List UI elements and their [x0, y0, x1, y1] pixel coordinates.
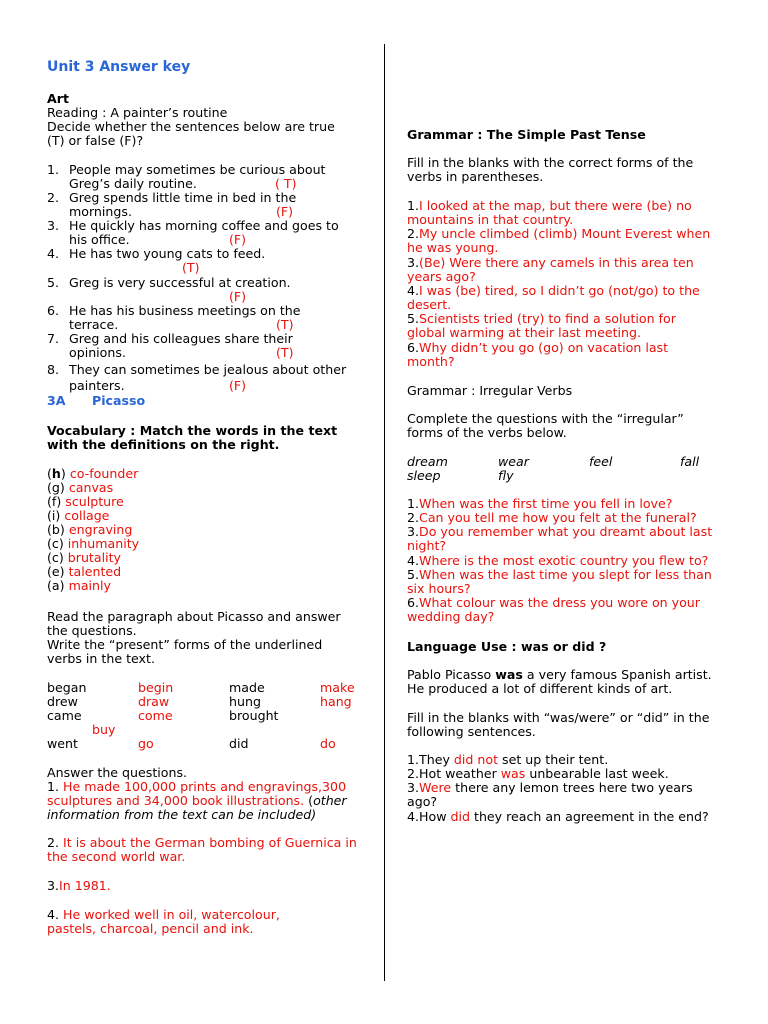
verb-row: buy — [92, 722, 116, 737]
vocab-item: (c) brutality — [47, 550, 121, 565]
art-heading: Art — [47, 91, 69, 106]
read-instruction: Read the paragraph about Picasso and answer the questions. — [47, 609, 341, 638]
language-use-item: 3.Were there any lemon trees here two years ago? — [407, 780, 693, 809]
vocab-list — [47, 467, 377, 593]
language-use-item: 4.How did they reach an agreement in the end? — [407, 809, 709, 824]
verb-row: drew draw hung hang — [47, 694, 352, 709]
vocab-item: (h) co-founder — [47, 466, 139, 481]
vocab-heading: Vocabulary : Match the words in the text with the definitions on the right. — [47, 423, 338, 452]
vocab-item: (c) inhumanity — [47, 536, 140, 551]
tf-mark: (F) — [229, 289, 247, 304]
tf-mark: (T) — [276, 345, 294, 360]
tf-instruction: Decide whether the sentences below are true (T) or false (F)? — [47, 119, 335, 148]
answer-3: 3.In 1981. — [47, 878, 111, 893]
verb-row: came come brought — [47, 708, 279, 723]
irregular-verbs-row: dream wear feel fall — [407, 454, 700, 469]
verb-row: went go did do — [47, 736, 336, 751]
tf-mark: (T) — [276, 317, 294, 332]
picasso-paragraph: Pablo Picasso was a very famous Spanish artist. He produced a lot of different kinds of art. — [407, 667, 712, 696]
answer-key-page: Unit 3 Answer key Art Reading : A painter’s routine Decide whether the sentences below are true (T) or false (F)? 1. People may sometimes be curious about Greg’s daily routine. ( T) 2. Greg spends little time in bed in the mornings. (F) 3. He quickly has morning coffee and goes to his office. (F) 4. He has two young cats to feed. (T) 5. Greg is very successful at creation. (F) 6. He has his business meetings on the terrace. (T) 7. Greg and his colleagues share their opinions. (T) 8. They can sometimes be jealous about other painters. (F) 3A Picasso Vocabulary : Match the words in the text with the definitions on the right. (h) co-founder (g) canvas (f) sculpture (i) collage (b) engraving (c) inhumanity (c) brutality (e) talented (a) mainly Read the paragraph about Picasso and answer the questions. Write the “present” forms of the underlined verbs in the text. began begin made make drew draw hung hang came come brought buy went go did do Answer the questions. 1. He made 100,000 prints and engravings,300 sculptures and 34,000 book illustrations. (other information from the text can be included) 2. It is about the German bombing of Guernica in the second world war. 3.In 1981. 4. He worked well in oil, watercolour, pastels, charcoal, pencil and ink. Grammar : The Simple Past Tense Fill in the blanks with the correct forms of the verbs in parentheses. 1.I looked at the map, but there were (be) no mountains in that country. 2.My uncle climbed (climb) Mount Everest when he was young. 3.(Be) Were there any camels in this area ten years ago? 4.I was (be) tired, so I didn’t go (not/go) to the desert. 5.Scientists tried (try) to find a solution for global warming at their last meeting. 6.Why didn’t you go (go) on vacation last month? Grammar : Irregular Verbs Complete the questions with the “irregular” forms of the verbs below. dream wear feel fall sleep fly 1.When was the first time you fell in love? 2.Can you tell me how you felt at the funeral? 3.Do you remember what you dreamt about last night? 4.Where is the most exotic country you flew to? 5.When was the last time you slept for less than six hours? 6.What colour was the dress you wore on your wedding day? Language Use : was or did ? Pablo Picasso was a very famous Spanish artist. He produced a lot of different kinds of art. Fill in the blanks with “was/were” or “did” in the following sentences. 1.They did not set up their tent. 2.Hot weather was unbearable last week. 3.Were there any lemon trees here two years ago? 4.How did they reach an agreement in the end? — [0, 0, 768, 1024]
language-use-instruction: Fill in the blanks with “was/were” or “did” in the following sentences. — [407, 710, 710, 739]
tf-mark: (T) — [182, 260, 200, 275]
past-item: 5.Scientists tried (try) to find a solution for global warming at their last meeting. — [407, 311, 676, 340]
tf-mark: (F) — [229, 378, 247, 393]
write-instruction: Write the “present” forms of the underlined verbs in the text. — [47, 637, 323, 666]
answer-heading: Answer the questions. — [47, 765, 188, 780]
irregular-item: 5.When was the last time you slept for less than six hours? — [407, 567, 712, 596]
irregular-item: 1.When was the first time you fell in love? — [407, 496, 673, 511]
vocab-item: (b) engraving — [47, 522, 133, 537]
past-item: 3.(Be) Were there any camels in this area ten years ago? — [407, 255, 694, 284]
past-item: 6.Why didn’t you go (go) on vacation last month? — [407, 340, 669, 369]
past-item: 2.My uncle climbed (climb) Mount Everest when he was young. — [407, 226, 711, 255]
vocab-item: (e) talented — [47, 564, 122, 579]
past-item: 1.I looked at the map, but there were (be) no mountains in that country. — [407, 198, 692, 227]
vocab-item: (f) sculpture — [47, 494, 124, 509]
reading-title: Reading : A painter’s routine — [47, 105, 228, 120]
past-item: 4.I was (be) tired, so I didn’t go (not/go) to the desert. — [407, 283, 700, 312]
vocab-item: (g) canvas — [47, 480, 114, 495]
grammar-past-heading: Grammar : The Simple Past Tense — [407, 127, 646, 142]
answer-4: 4. He worked well in oil, watercolour, pastels, charcoal, pencil and ink. — [47, 907, 280, 936]
verb-row: began begin made make — [47, 680, 355, 695]
grammar-irregular-heading: Grammar : Irregular Verbs — [407, 383, 573, 398]
answer-2: 2. It is about the German bombing of Guernica in the second world war. — [47, 835, 357, 864]
grammar-past-instruction: Fill in the blanks with the correct forms of the verbs in parentheses. — [407, 155, 694, 184]
column-divider — [384, 44, 385, 981]
tf-mark: ( T) — [275, 176, 297, 191]
language-use-item: 2.Hot weather was unbearable last week. — [407, 766, 669, 781]
irregular-item: 3.Do you remember what you dreamt about last night? — [407, 524, 713, 553]
irregular-item: 6.What colour was the dress you wore on your wedding day? — [407, 595, 700, 624]
tf-mark: (F) — [276, 204, 294, 219]
answer-1: 1. He made 100,000 prints and engravings,300 sculptures and 34,000 book illustrations. (other information from the text can be included) — [47, 779, 347, 822]
tf-mark: (F) — [229, 232, 247, 247]
vocab-item: (i) collage — [47, 508, 110, 523]
page-title: Unit 3 Answer key — [47, 59, 191, 75]
irregular-item: 2.Can you tell me how you felt at the funeral? — [407, 510, 697, 525]
irregular-verbs-row: sleep fly — [407, 468, 514, 483]
grammar-irregular-instruction: Complete the questions with the “irregular” forms of the verbs below. — [407, 411, 684, 440]
irregular-item: 4.Where is the most exotic country you flew to? — [407, 553, 709, 568]
language-use-heading: Language Use : was or did ? — [407, 639, 607, 654]
vocab-item: (a) mainly — [47, 578, 111, 593]
language-use-item: 1.They did not set up their tent. — [407, 752, 609, 767]
section-3a: 3A Picasso — [47, 393, 146, 408]
